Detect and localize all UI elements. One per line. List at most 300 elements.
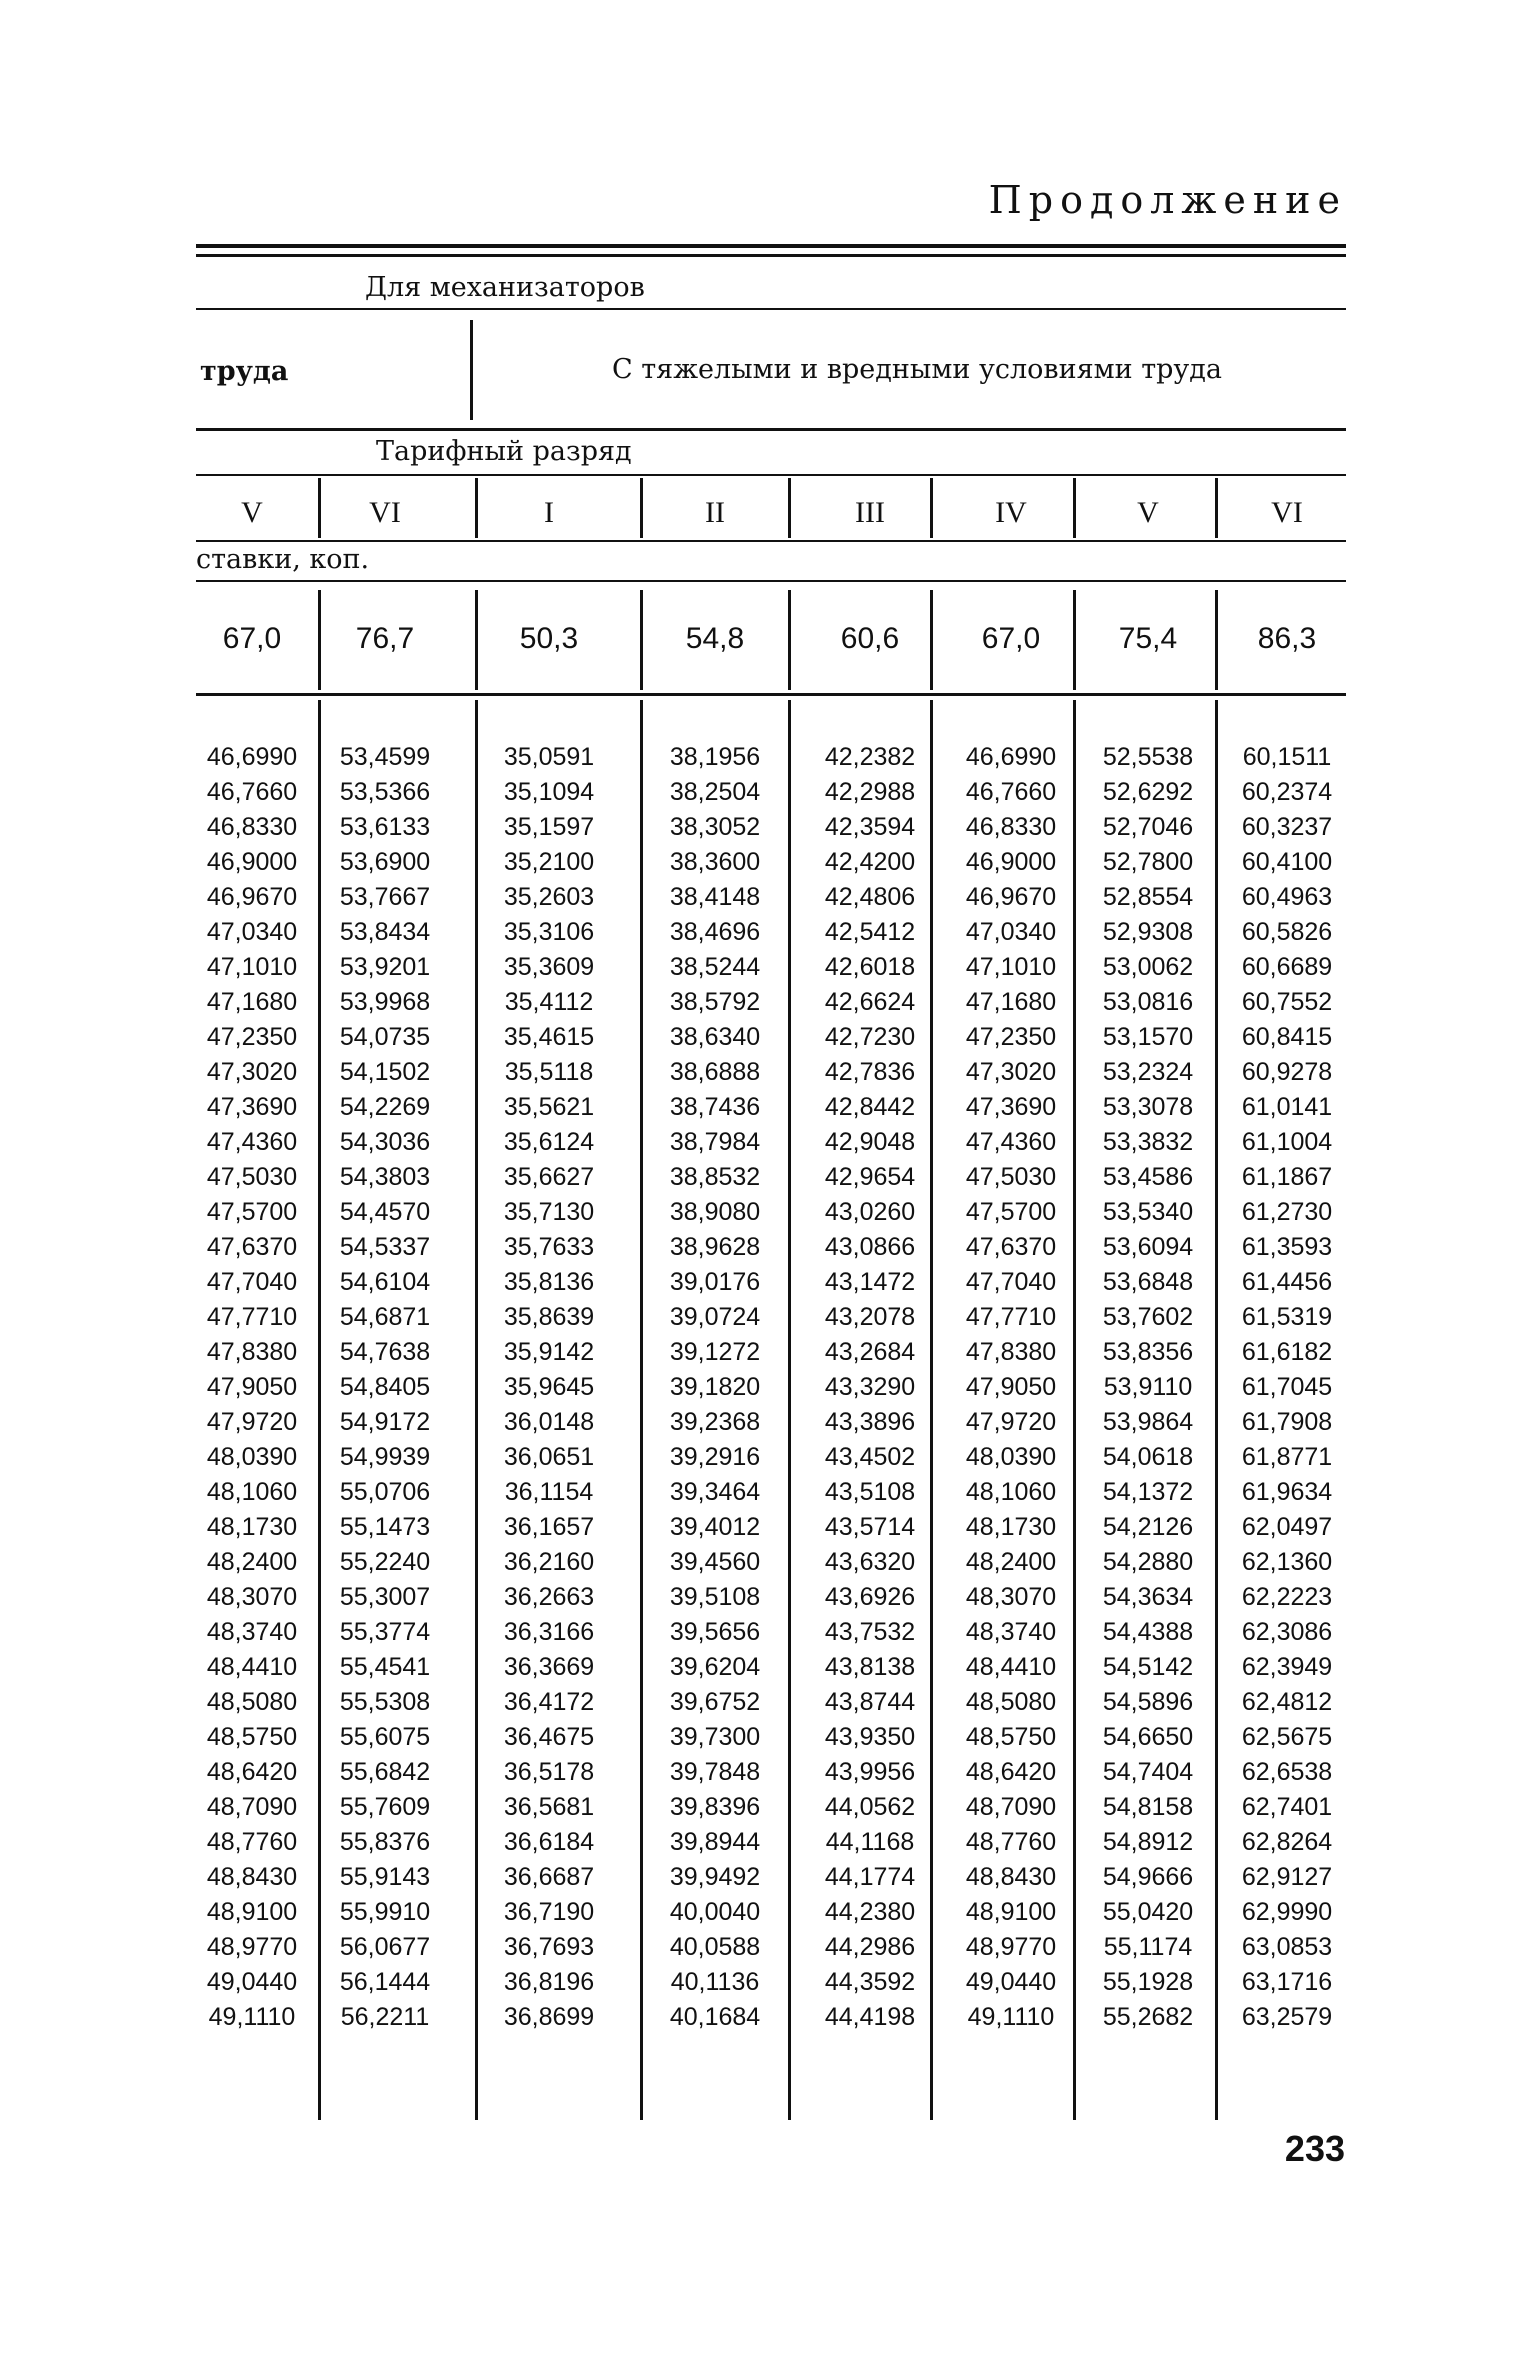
table-cell: 35,3106: [503, 918, 595, 946]
table-cell: 43,5714: [824, 1513, 916, 1541]
table-cell: 60,7552: [1241, 988, 1333, 1016]
table-cell: 43,4502: [824, 1443, 916, 1471]
table-cell: 35,5621: [503, 1093, 595, 1121]
rate-divider-2: [475, 590, 478, 690]
table-cell: 43,6926: [824, 1583, 916, 1611]
table-cell: 54,8158: [1102, 1793, 1194, 1821]
table-cell: 48,3740: [206, 1618, 298, 1646]
body-divider-2: [475, 700, 478, 2120]
grade-divider-1: [318, 478, 321, 538]
table-cell: 42,6624: [824, 988, 916, 1016]
table-cell: 38,1956: [669, 743, 761, 771]
table-cell: 48,9770: [206, 1933, 298, 1961]
table-cell: 54,4388: [1102, 1618, 1194, 1646]
table-cell: 46,6990: [206, 743, 298, 771]
table-cell: 53,0816: [1102, 988, 1194, 1016]
column-8: [1222, 740, 1352, 2035]
table-cell: 56,2211: [340, 2003, 430, 2031]
table-cell: 42,7836: [824, 1058, 916, 1086]
table-cell: 55,1473: [339, 1513, 431, 1541]
table-cell: 44,1774: [824, 1863, 916, 1891]
rate-2: 76,7: [355, 622, 415, 655]
table-cell: 48,7760: [206, 1828, 298, 1856]
grade-divider-3: [640, 478, 643, 538]
table-cell: 61,1004: [1241, 1128, 1333, 1156]
table-cell: 60,1511: [1242, 743, 1332, 771]
table-cell: 42,8442: [824, 1093, 916, 1121]
table-cell: 36,3669: [503, 1653, 595, 1681]
table-cell: 54,3036: [339, 1128, 431, 1156]
table-cell: 54,2126: [1102, 1513, 1194, 1541]
table-cell: 35,7130: [503, 1198, 595, 1226]
table-cell: 35,1597: [503, 813, 595, 841]
table-cell: 53,4586: [1102, 1163, 1194, 1191]
table-cell: 38,5244: [669, 953, 761, 981]
table-cell: 54,8912: [1102, 1828, 1194, 1856]
table-cell: 48,3070: [206, 1583, 298, 1611]
table-cell: 63,0853: [1241, 1933, 1333, 1961]
table-cell: 43,1472: [824, 1268, 916, 1296]
table-cell: 60,3237: [1241, 813, 1333, 841]
table-cell: 44,0562: [824, 1793, 916, 1821]
column-1: [187, 740, 317, 2035]
table-cell: 62,3949: [1241, 1653, 1333, 1681]
table-cell: 39,2368: [669, 1408, 761, 1436]
table-cell: 38,8532: [669, 1163, 761, 1191]
rate-8: 86,3: [1257, 622, 1317, 655]
table-cell: 43,0260: [824, 1198, 916, 1226]
table-cell: 60,8415: [1241, 1023, 1333, 1051]
table-cell: 60,9278: [1241, 1058, 1333, 1086]
table-cell: 53,6094: [1102, 1233, 1194, 1261]
page-number: 233: [1284, 2128, 1345, 2169]
table-cell: 48,1060: [965, 1478, 1057, 1506]
table-cell: 44,1168: [825, 1828, 915, 1856]
table-cell: 62,9127: [1241, 1863, 1333, 1891]
table-cell: 62,0497: [1241, 1513, 1333, 1541]
table-cell: 48,3740: [965, 1618, 1057, 1646]
table-cell: 47,4360: [206, 1128, 298, 1156]
table-cell: 47,5030: [965, 1163, 1057, 1191]
rate-divider-3: [640, 590, 643, 690]
table-cell: 53,9864: [1102, 1408, 1194, 1436]
table-cell: 47,7040: [206, 1268, 298, 1296]
table-cell: 52,7800: [1102, 848, 1194, 876]
table-cell: 53,4599: [339, 743, 431, 771]
table-cell: 35,6627: [503, 1163, 595, 1191]
table-cell: 52,8554: [1102, 883, 1194, 911]
rate-1: 67,0: [222, 622, 282, 655]
table-cell: 61,8771: [1241, 1443, 1333, 1471]
table-cell: 47,1680: [206, 988, 298, 1016]
table-cell: 35,4615: [503, 1023, 595, 1051]
table-cell: 47,5030: [206, 1163, 298, 1191]
table-cell: 55,8376: [339, 1828, 431, 1856]
table-cell: 38,4696: [669, 918, 761, 946]
table-cell: 48,5750: [965, 1723, 1057, 1751]
table-cell: 39,4560: [669, 1548, 761, 1576]
column-3: [484, 740, 614, 2035]
table-cell: 47,0340: [206, 918, 298, 946]
table-cell: 48,8430: [965, 1863, 1057, 1891]
table-cell: 48,1730: [206, 1513, 298, 1541]
table-cell: 39,7848: [669, 1758, 761, 1786]
table-cell: 62,6538: [1241, 1758, 1333, 1786]
table-cell: 55,5308: [339, 1688, 431, 1716]
table-cell: 36,6687: [503, 1863, 595, 1891]
body-divider-7: [1215, 700, 1218, 2120]
table-cell: 47,9720: [965, 1408, 1057, 1436]
table-cell: 53,6900: [339, 848, 431, 876]
table-cell: 36,0651: [503, 1443, 595, 1471]
table-cell: 43,3290: [824, 1373, 916, 1401]
table-cell: 39,4012: [669, 1513, 761, 1541]
table-cell: 56,0677: [339, 1933, 431, 1961]
table-cell: 36,5178: [503, 1758, 595, 1786]
table-cell: 47,6370: [965, 1233, 1057, 1261]
table-cell: 47,7710: [206, 1303, 298, 1331]
table-cell: 39,8944: [669, 1828, 761, 1856]
table-cell: 49,0440: [965, 1968, 1057, 1996]
table-cell: 54,8405: [339, 1373, 431, 1401]
grade-divider-2: [475, 478, 478, 538]
table-cell: 48,5080: [965, 1688, 1057, 1716]
table-cell: 38,9628: [669, 1233, 761, 1261]
table-cell: 43,2078: [824, 1303, 916, 1331]
table-cell: 62,7401: [1241, 1793, 1333, 1821]
grade-header-6: IV: [995, 496, 1027, 529]
table-cell: 35,5118: [504, 1058, 594, 1086]
rate-6: 67,0: [981, 622, 1041, 655]
table-cell: 61,0141: [1241, 1093, 1333, 1121]
table-cell: 54,3803: [339, 1163, 431, 1191]
table-cell: 47,6370: [206, 1233, 298, 1261]
grades-rule: [196, 540, 1346, 542]
table-cell: 61,5319: [1241, 1303, 1333, 1331]
table-cell: 39,6752: [669, 1688, 761, 1716]
table-cell: 39,5656: [669, 1618, 761, 1646]
table-cell: 54,1502: [339, 1058, 431, 1086]
rates-label: ставки, коп.: [196, 544, 370, 575]
table-cell: 55,0420: [1102, 1898, 1194, 1926]
table-cell: 40,1684: [669, 2003, 761, 2031]
table-cell: 38,2504: [669, 778, 761, 806]
table-cell: 55,1174: [1103, 1933, 1193, 1961]
table-cell: 60,5826: [1241, 918, 1333, 946]
table-cell: 46,7660: [965, 778, 1057, 806]
table-cell: 52,5538: [1102, 743, 1194, 771]
table-cell: 54,0735: [339, 1023, 431, 1051]
column-2: [320, 740, 450, 2035]
grade-divider-7: [1215, 478, 1218, 538]
table-cell: 55,2240: [339, 1548, 431, 1576]
table-cell: 55,9910: [339, 1898, 431, 1926]
table-cell: 48,1730: [965, 1513, 1057, 1541]
table-cell: 48,5750: [206, 1723, 298, 1751]
table-cell: 46,8330: [206, 813, 298, 841]
table-cell: 42,4806: [824, 883, 916, 911]
table-cell: 36,1657: [503, 1513, 595, 1541]
table-cell: 53,3078: [1102, 1093, 1194, 1121]
table-cell: 43,9956: [824, 1758, 916, 1786]
table-cell: 42,4200: [824, 848, 916, 876]
table-cell: 39,1820: [669, 1373, 761, 1401]
table-cell: 53,7602: [1102, 1303, 1194, 1331]
table-cell: 47,7710: [965, 1303, 1057, 1331]
table-cell: 55,3774: [339, 1618, 431, 1646]
table-cell: 47,1010: [206, 953, 298, 981]
table-cell: 48,6420: [965, 1758, 1057, 1786]
table-cell: 48,9100: [965, 1898, 1057, 1926]
table-cell: 48,0390: [965, 1443, 1057, 1471]
table-cell: 36,0148: [503, 1408, 595, 1436]
table-cell: 53,6133: [339, 813, 431, 841]
table-cell: 40,0588: [669, 1933, 761, 1961]
table-cell: 43,3896: [824, 1408, 916, 1436]
labor-label: труда: [200, 356, 289, 387]
table-cell: 63,2579: [1241, 2003, 1333, 2031]
table-cell: 42,3594: [824, 813, 916, 841]
header-rule-3: [196, 474, 1346, 476]
table-cell: 46,8330: [965, 813, 1057, 841]
table-cell: 47,5700: [965, 1198, 1057, 1226]
table-cell: 47,4360: [965, 1128, 1057, 1156]
table-cell: 38,3052: [669, 813, 761, 841]
table-cell: 53,9201: [339, 953, 431, 981]
table-cell: 47,9050: [206, 1373, 298, 1401]
table-cell: 54,9666: [1102, 1863, 1194, 1891]
grade-header-3: I: [544, 496, 554, 529]
header-rule-2: [196, 428, 1346, 431]
table-cell: 44,2380: [824, 1898, 916, 1926]
table-cell: 47,2350: [965, 1023, 1057, 1051]
table-cell: 46,9000: [206, 848, 298, 876]
table-cell: 42,2988: [824, 778, 916, 806]
table-cell: 49,1110: [208, 2003, 296, 2031]
grade-divider-6: [1073, 478, 1076, 538]
table-cell: 53,9968: [339, 988, 431, 1016]
table-cell: 36,5681: [503, 1793, 595, 1821]
column-7: [1083, 740, 1213, 2035]
grade-divider-4: [788, 478, 791, 538]
table-cell: 55,4541: [339, 1653, 431, 1681]
table-cell: 35,3609: [503, 953, 595, 981]
rate-divider-1: [318, 590, 321, 690]
table-cell: 36,4172: [503, 1688, 595, 1716]
header-divider: [470, 320, 473, 420]
hard-conditions-label: С тяжелыми и вредными условиями труда: [612, 354, 1223, 385]
table-cell: 47,3690: [206, 1093, 298, 1121]
header-rule-1: [196, 308, 1346, 310]
grade-header-4: II: [705, 496, 725, 529]
table-cell: 44,4198: [824, 2003, 916, 2031]
table-cell: 54,6650: [1102, 1723, 1194, 1751]
table-cell: 60,6689: [1241, 953, 1333, 981]
table-cell: 35,9645: [503, 1373, 595, 1401]
table-cell: 54,5142: [1102, 1653, 1194, 1681]
table-cell: 54,5896: [1102, 1688, 1194, 1716]
table-cell: 48,9100: [206, 1898, 298, 1926]
top-rule-1: [196, 244, 1346, 248]
table-cell: 39,5108: [669, 1583, 761, 1611]
table-cell: 38,9080: [669, 1198, 761, 1226]
table-cell: 62,4812: [1241, 1688, 1333, 1716]
table-cell: 35,6124: [503, 1128, 595, 1156]
rate-divider-5: [930, 590, 933, 690]
table-cell: 54,9172: [339, 1408, 431, 1436]
table-cell: 36,2160: [503, 1548, 595, 1576]
column-5: [805, 740, 935, 2035]
table-cell: 55,7609: [339, 1793, 431, 1821]
table-cell: 54,2880: [1102, 1548, 1194, 1576]
table-cell: 36,8196: [503, 1968, 595, 1996]
table-cell: 55,2682: [1102, 2003, 1194, 2031]
table-cell: 39,1272: [669, 1338, 761, 1366]
table-cell: 46,9000: [965, 848, 1057, 876]
column-6: [946, 740, 1076, 2035]
table-cell: 38,7984: [669, 1128, 761, 1156]
table-cell: 47,8380: [206, 1338, 298, 1366]
grade-divider-5: [930, 478, 933, 538]
table-cell: 47,5700: [206, 1198, 298, 1226]
table-cell: 54,4570: [339, 1198, 431, 1226]
table-cell: 38,6888: [669, 1058, 761, 1086]
table-cell: 35,9142: [503, 1338, 595, 1366]
table-cell: 54,6104: [339, 1268, 431, 1296]
table-cell: 43,0866: [824, 1233, 916, 1261]
table-cell: 48,7760: [965, 1828, 1057, 1856]
table-cell: 47,0340: [965, 918, 1057, 946]
table-cell: 36,7190: [503, 1898, 595, 1926]
table-cell: 43,5108: [824, 1478, 916, 1506]
table-cell: 42,6018: [824, 953, 916, 981]
table-cell: 38,5792: [669, 988, 761, 1016]
table-cell: 40,0040: [669, 1898, 761, 1926]
table-cell: 48,4410: [965, 1653, 1057, 1681]
table-cell: 55,0706: [339, 1478, 431, 1506]
table-cell: 47,7040: [965, 1268, 1057, 1296]
table-cell: 49,1110: [967, 2003, 1055, 2031]
table-cell: 36,2663: [503, 1583, 595, 1611]
table-cell: 53,7667: [339, 883, 431, 911]
table-cell: 52,6292: [1102, 778, 1194, 806]
table-cell: 61,9634: [1241, 1478, 1333, 1506]
table-cell: 47,8380: [965, 1338, 1057, 1366]
table-cell: 43,7532: [824, 1618, 916, 1646]
table-cell: 39,3464: [669, 1478, 761, 1506]
table-cell: 44,2986: [824, 1933, 916, 1961]
table-cell: 46,7660: [206, 778, 298, 806]
rate-5: 60,6: [840, 622, 900, 655]
table-cell: 38,3600: [669, 848, 761, 876]
table-cell: 35,8639: [503, 1303, 595, 1331]
table-cell: 62,3086: [1241, 1618, 1333, 1646]
table-cell: 46,6990: [965, 743, 1057, 771]
table-cell: 47,3690: [965, 1093, 1057, 1121]
table-cell: 55,6075: [339, 1723, 431, 1751]
table-cell: 54,0618: [1102, 1443, 1194, 1471]
table-cell: 53,1570: [1102, 1023, 1194, 1051]
table-cell: 36,7693: [503, 1933, 595, 1961]
table-cell: 48,7090: [206, 1793, 298, 1821]
table-cell: 48,1060: [206, 1478, 298, 1506]
table-cell: 52,7046: [1102, 813, 1194, 841]
table-cell: 39,8396: [669, 1793, 761, 1821]
table-cell: 36,1154: [504, 1478, 594, 1506]
table-cell: 48,4410: [206, 1653, 298, 1681]
table-cell: 60,2374: [1241, 778, 1333, 806]
table-cell: 36,8699: [503, 2003, 595, 2031]
table-cell: 48,3070: [965, 1583, 1057, 1611]
table-cell: 35,8136: [503, 1268, 595, 1296]
table-cell: 39,0176: [669, 1268, 761, 1296]
table-cell: 62,9990: [1241, 1898, 1333, 1926]
table-cell: 60,4963: [1241, 883, 1333, 911]
table-cell: 47,3020: [965, 1058, 1057, 1086]
table-cell: 53,0062: [1102, 953, 1194, 981]
rate-divider-7: [1215, 590, 1218, 690]
table-cell: 61,4456: [1241, 1268, 1333, 1296]
table-cell: 38,6340: [669, 1023, 761, 1051]
table-cell: 48,2400: [206, 1548, 298, 1576]
table-cell: 48,9770: [965, 1933, 1057, 1961]
rate-divider-4: [788, 590, 791, 690]
table-cell: 54,1372: [1102, 1478, 1194, 1506]
table-cell: 61,7908: [1241, 1408, 1333, 1436]
table-cell: 62,1360: [1241, 1548, 1333, 1576]
table-cell: 61,7045: [1241, 1373, 1333, 1401]
table-cell: 42,7230: [824, 1023, 916, 1051]
table-cell: 47,9050: [965, 1373, 1057, 1401]
top-rule-2: [196, 254, 1346, 257]
table-cell: 55,6842: [339, 1758, 431, 1786]
rates-bottom-rule: [196, 693, 1346, 696]
table-cell: 60,4100: [1241, 848, 1333, 876]
table-cell: 47,3020: [206, 1058, 298, 1086]
table-cell: 54,7638: [339, 1338, 431, 1366]
table-cell: 54,2269: [339, 1093, 431, 1121]
table-cell: 54,9939: [339, 1443, 431, 1471]
table-cell: 43,2684: [824, 1338, 916, 1366]
grade-header-2: VI: [369, 496, 401, 529]
table-cell: 48,7090: [965, 1793, 1057, 1821]
grade-header-1: V: [241, 496, 263, 529]
table-cell: 40,1136: [670, 1968, 760, 1996]
table-cell: 47,1010: [965, 953, 1057, 981]
table-cell: 53,9110: [1103, 1373, 1193, 1401]
table-cell: 55,1928: [1102, 1968, 1194, 1996]
table-cell: 43,9350: [824, 1723, 916, 1751]
rate-3: 50,3: [519, 622, 579, 655]
table-cell: 63,1716: [1241, 1968, 1333, 1996]
table-cell: 35,0591: [503, 743, 595, 771]
table-cell: 47,9720: [206, 1408, 298, 1436]
rate-4: 54,8: [685, 622, 745, 655]
table-cell: 53,3832: [1102, 1128, 1194, 1156]
table-cell: 62,5675: [1241, 1723, 1333, 1751]
table-cell: 48,8430: [206, 1863, 298, 1891]
table-cell: 39,2916: [669, 1443, 761, 1471]
table-cell: 42,5412: [824, 918, 916, 946]
table-cell: 52,9308: [1102, 918, 1194, 946]
table-cell: 43,6320: [824, 1548, 916, 1576]
table-cell: 42,9654: [824, 1163, 916, 1191]
table-cell: 38,4148: [669, 883, 761, 911]
table-cell: 54,3634: [1102, 1583, 1194, 1611]
continued-label: Продолжение: [988, 178, 1347, 222]
grade-header-5: III: [855, 496, 885, 529]
table-cell: 39,7300: [669, 1723, 761, 1751]
